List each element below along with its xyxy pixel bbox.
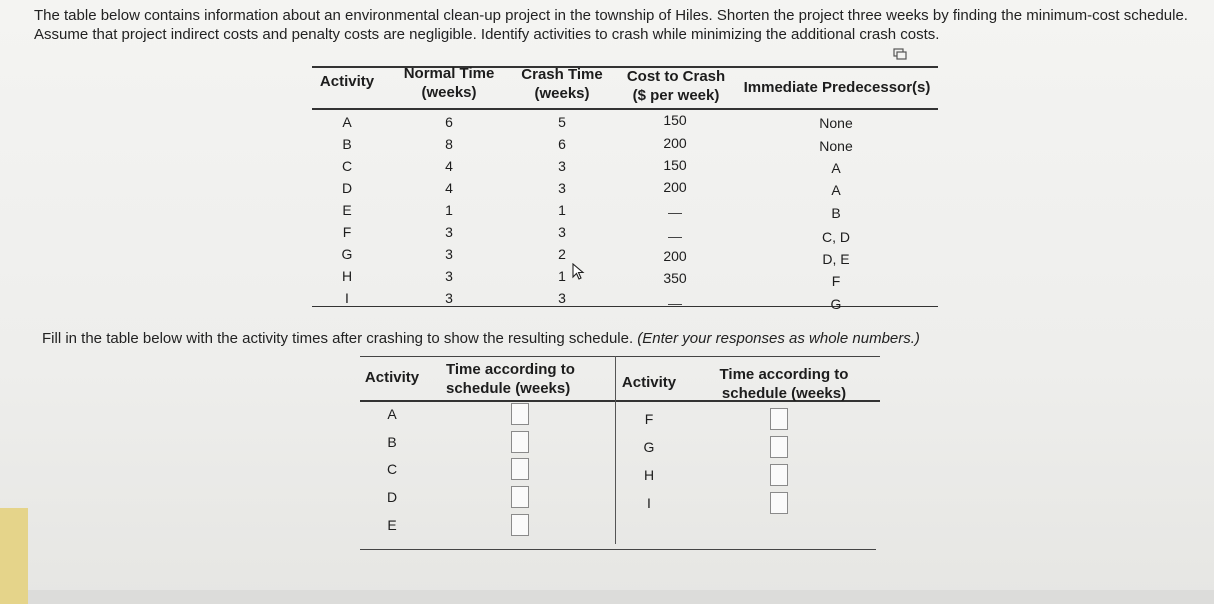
answer-activity-E: E xyxy=(387,517,397,533)
row-predecessor-A: None xyxy=(819,115,853,131)
row-cost-A: 150 xyxy=(663,112,687,128)
schedule-answer-table xyxy=(360,356,880,551)
row-crash-time-H: 1 xyxy=(558,268,566,284)
row-cost-dash-E xyxy=(650,202,700,218)
row-cost-D: 200 xyxy=(663,179,687,195)
row-predecessor-E: B xyxy=(831,205,841,221)
row-predecessor-H: F xyxy=(831,273,841,289)
answer-header-time-right: Time according to schedule (weeks) xyxy=(719,366,849,402)
row-normal-time-A: 6 xyxy=(445,114,453,130)
row-crash-time-D: 3 xyxy=(558,180,566,196)
crash-data-table xyxy=(312,62,938,312)
row-activity-C: C xyxy=(341,158,353,174)
header-cost-to-crash: Cost to Crash ($ per week) xyxy=(626,68,726,104)
row-crash-time-B: 6 xyxy=(558,136,566,152)
answer-header-activity-left: Activity xyxy=(364,369,420,386)
row-activity-I: I xyxy=(345,290,349,306)
answer-bottom-rule xyxy=(360,549,876,550)
row-predecessor-F: C, D xyxy=(822,229,850,245)
answer-activity-D: D xyxy=(386,489,398,505)
row-normal-time-H: 3 xyxy=(445,268,453,284)
row-predecessor-D: A xyxy=(831,182,841,198)
row-predecessor-I: G xyxy=(830,296,842,312)
time-input-F[interactable] xyxy=(770,408,788,430)
header-activity: Activity xyxy=(319,73,375,90)
row-normal-time-D: 4 xyxy=(445,180,453,196)
row-crash-time-A: 5 xyxy=(558,114,566,130)
time-input-D[interactable] xyxy=(511,486,529,508)
answer-activity-B: B xyxy=(387,434,397,450)
row-normal-time-B: 8 xyxy=(445,136,453,152)
fill-note: (Enter your responses as whole numbers.) xyxy=(637,330,920,347)
row-predecessor-B: None xyxy=(819,138,853,154)
row-activity-G: G xyxy=(341,246,353,262)
bottom-strip xyxy=(28,590,1214,604)
answer-activity-I: I xyxy=(647,495,651,511)
copy-icon[interactable] xyxy=(893,48,907,60)
row-cost-B: 200 xyxy=(663,135,687,151)
header-crash-time: Crash Time (weeks) xyxy=(521,66,603,102)
cost-dash-F xyxy=(668,237,682,238)
time-input-I[interactable] xyxy=(770,492,788,514)
row-predecessor-C: A xyxy=(831,160,841,176)
row-cost-dash-I xyxy=(650,293,700,309)
row-activity-D: D xyxy=(341,180,353,196)
row-normal-time-I: 3 xyxy=(445,290,453,306)
row-predecessor-G: D, E xyxy=(822,251,850,267)
header-immediate-predecessors: Immediate Predecessor(s) xyxy=(743,79,931,96)
answer-header-activity-right: Activity xyxy=(621,374,677,391)
header-normal-time: Normal Time (weeks) xyxy=(403,65,495,101)
answer-top-rule xyxy=(360,356,880,357)
time-input-C[interactable] xyxy=(511,458,529,480)
row-cost-G: 200 xyxy=(663,248,687,264)
row-cost-H: 350 xyxy=(663,270,687,286)
row-activity-B: B xyxy=(342,136,352,152)
time-input-E[interactable] xyxy=(511,514,529,536)
row-activity-F: F xyxy=(342,224,352,240)
row-crash-time-E: 1 xyxy=(558,202,566,218)
row-normal-time-F: 3 xyxy=(445,224,453,240)
mouse-pointer-icon xyxy=(572,263,586,281)
row-crash-time-C: 3 xyxy=(558,158,566,174)
time-input-H[interactable] xyxy=(770,464,788,486)
row-crash-time-G: 2 xyxy=(558,246,566,262)
row-crash-time-F: 3 xyxy=(558,224,566,240)
row-crash-time-I: 3 xyxy=(558,290,566,306)
row-normal-time-G: 3 xyxy=(445,246,453,262)
row-normal-time-E: 1 xyxy=(445,202,453,218)
table-header-rule xyxy=(312,108,938,110)
answer-activity-G: G xyxy=(643,439,655,455)
row-activity-A: A xyxy=(342,114,352,130)
cost-dash-E xyxy=(668,213,682,214)
answer-activity-C: C xyxy=(386,461,398,477)
answer-activity-A: A xyxy=(387,406,397,422)
row-activity-H: H xyxy=(341,268,353,284)
side-tab xyxy=(0,508,28,604)
time-input-G[interactable] xyxy=(770,436,788,458)
time-input-B[interactable] xyxy=(511,431,529,453)
row-normal-time-C: 4 xyxy=(445,158,453,174)
row-cost-C: 150 xyxy=(663,157,687,173)
row-activity-E: E xyxy=(342,202,352,218)
answer-activity-H: H xyxy=(643,467,655,483)
answer-activity-F: F xyxy=(644,411,654,427)
row-cost-dash-F xyxy=(650,226,700,242)
answer-header-time-left: Time according to schedule (weeks) xyxy=(446,361,575,397)
problem-statement: The table below contains information about an environmental clean-up project in the township of Hiles. Shorten the project three weeks by finding the minimum-cost schedule. Assume that project indirect costs and penalty costs are negligible. Identify activities to crash while minimizing the additional crash costs. xyxy=(34,7,1188,43)
fill-instruction: Fill in the table below with the activity times after crashing to show the resulting schedule. (Enter your responses as whole numbers.) xyxy=(42,330,920,347)
time-input-A[interactable] xyxy=(511,403,529,425)
cost-dash-I xyxy=(668,304,682,305)
